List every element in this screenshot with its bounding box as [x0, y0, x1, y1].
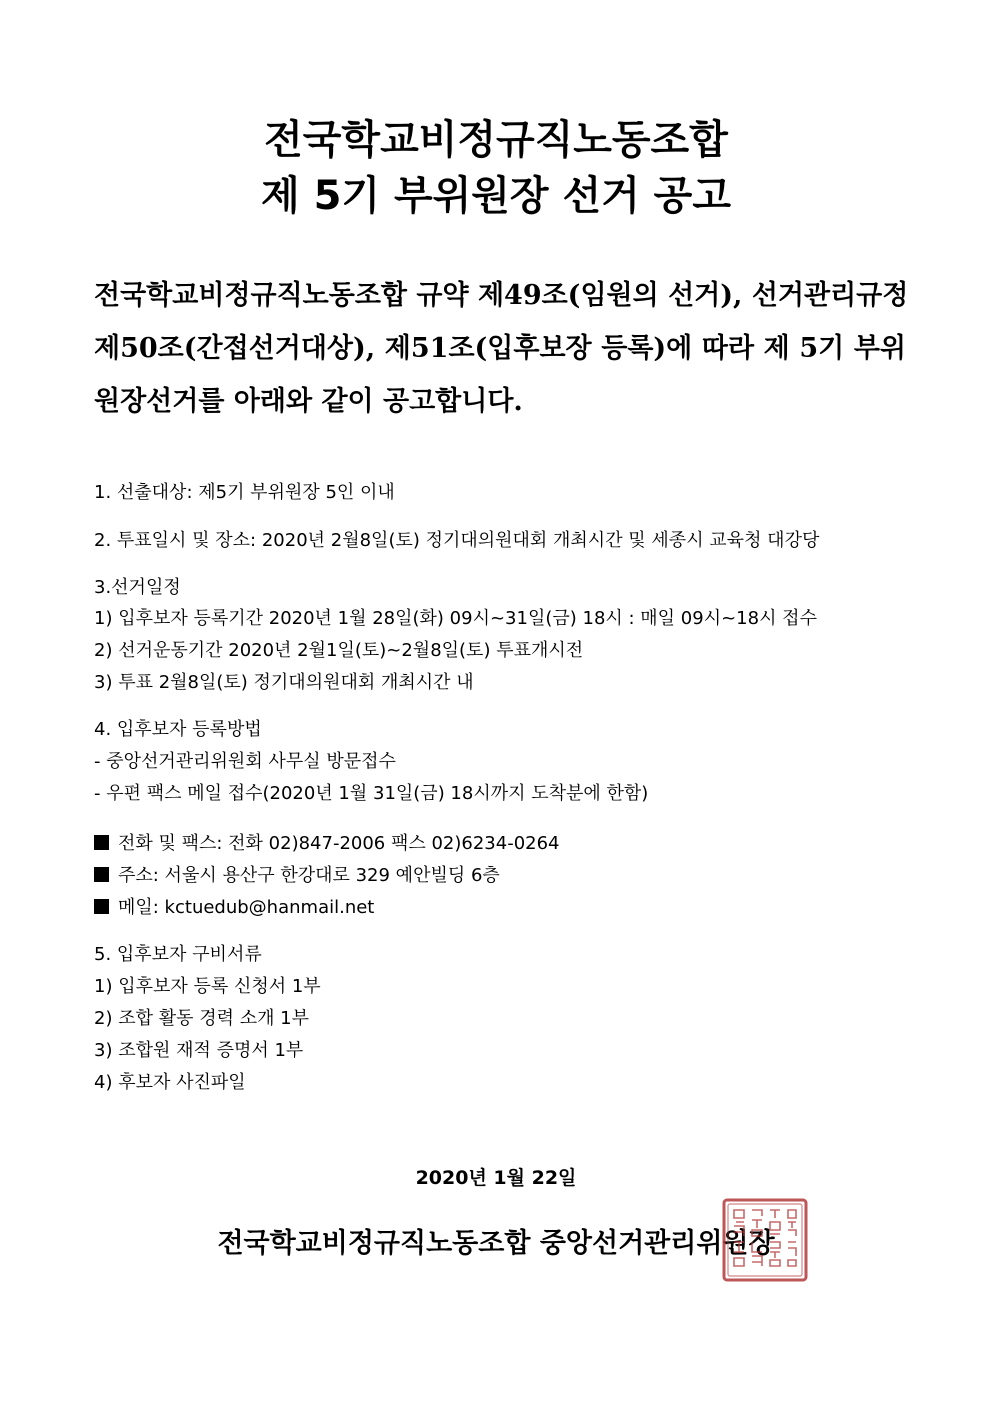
- document-title-union: 전국학교비정규직노동조합: [264, 117, 728, 163]
- square-bullet-icon: [94, 867, 109, 882]
- item-election-target: 1. 선출대상: 제5기 부위원장 5인 이내: [94, 482, 395, 503]
- document-membership-certificate: 3) 조합원 재적 증명서 1부: [94, 1040, 304, 1061]
- signatory: 전국학교비정규직노동조합 중앙선거관리위원장: [217, 1228, 775, 1259]
- intro-line-3: 원장선거를 아래와 같이 공고합니다.: [94, 386, 523, 417]
- intro-line-2: 제50조(간접선거대상), 제51조(입후보장 등록)에 따라 제 5기 부위: [94, 333, 906, 364]
- document-application-form: 1) 입후보자 등록 신청서 1부: [94, 976, 321, 997]
- schedule-voting: 3) 투표 2월8일(토) 정기대의원대회 개최시간 내: [94, 672, 474, 693]
- contact-phone-fax: [94, 832, 560, 856]
- contact-address: [94, 864, 500, 888]
- square-bullet-icon: [94, 899, 109, 914]
- contact-phone-text: 전화 및 팩스: 전화 02)847-2006 팩스 02)6234-0264: [118, 833, 560, 854]
- section-registration-method-heading: 4. 입후보자 등록방법: [94, 719, 262, 740]
- section-schedule-heading: 3.선거일정: [94, 577, 181, 598]
- announcement-date: 2020년 1월 22일: [415, 1167, 577, 1189]
- square-bullet-icon: [94, 835, 109, 850]
- contact-email: [94, 896, 374, 920]
- intro-line-1: 전국학교비정규직노동조합 규약 제49조(임원의 선거), 선거관리규정: [94, 280, 909, 311]
- document-title-announcement: 제 5기 부위원장 선거 공고: [261, 173, 731, 219]
- document-activity-career: 2) 조합 활동 경력 소개 1부: [94, 1008, 310, 1029]
- registration-method-mail: - 우편 팩스 메일 접수(2020년 1월 31일(금) 18시까지 도착분에 한함): [94, 783, 649, 804]
- schedule-campaign: 2) 선거운동기간 2020년 2월1일(토)~2월8일(토) 투표개시전: [94, 640, 584, 661]
- schedule-registration: 1) 입후보자 등록기간 2020년 1월 28일(화) 09시~31일(금) 18시 : 매일 09시~18시 접수: [94, 608, 817, 629]
- official-seal-icon: [722, 1198, 808, 1282]
- contact-email-text: 메일: kctuedub@hanmail.net: [118, 897, 375, 918]
- item-voting-date-place: 2. 투표일시 및 장소: 2020년 2월8일(토) 정기대의원대회 개최시간 및 세종시 교육청 대강당: [94, 530, 820, 551]
- document-candidate-photo: 4) 후보자 사진파일: [94, 1072, 246, 1093]
- contact-address-text: 주소: 서울시 용산구 한강대로 329 예안빌딩 6층: [118, 865, 500, 886]
- registration-method-visit: - 중앙선거관리위원회 사무실 방문접수: [94, 751, 396, 772]
- section-documents-heading: 5. 입후보자 구비서류: [94, 944, 262, 965]
